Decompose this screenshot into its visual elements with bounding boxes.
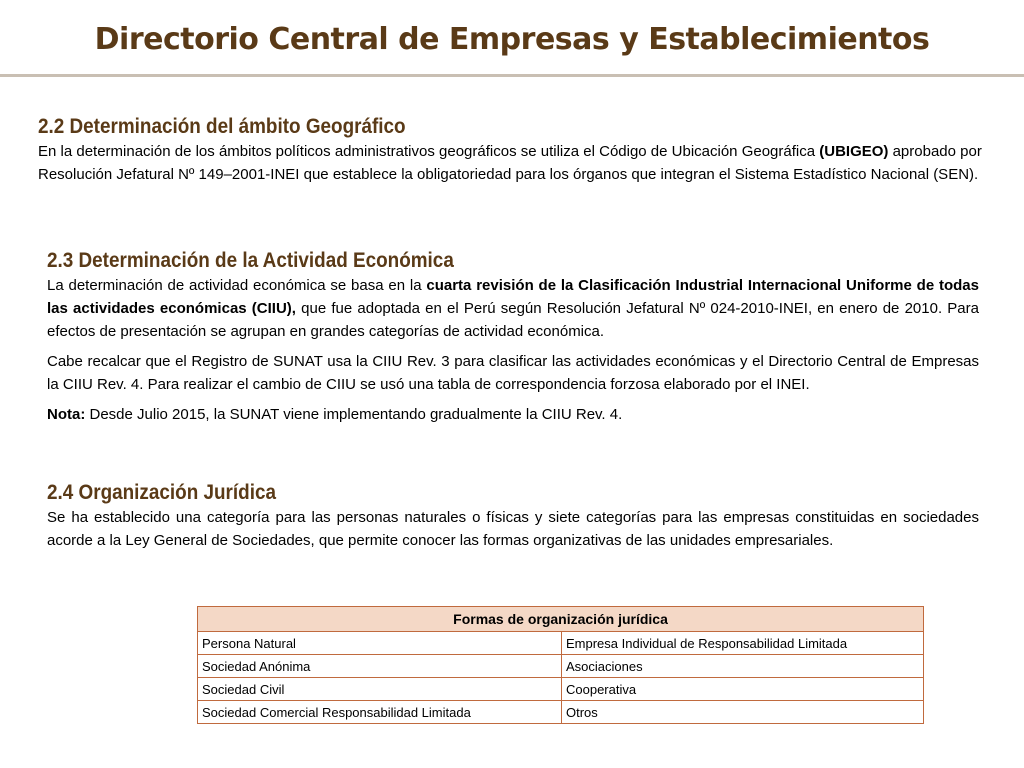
table-row — [198, 655, 924, 678]
section-actividad-economica — [47, 248, 979, 426]
section-paragraph: Se ha establecido una categoría para las personas naturales o físicas y siete categorías para las empresas constituidas en sociedades acorde a la Ley General de Sociedades, que permite conocer las formas organizativas de las unidades empresariales. — [47, 509, 979, 549]
paragraph-text: En la determinación de los ámbitos políticos administrativos geográficos se utiliza el Código de Ubicación Geográfica — [38, 143, 820, 160]
section-ambito-geografico — [38, 114, 988, 186]
table-cell: Cooperativa — [562, 678, 924, 701]
title-divider — [0, 74, 1024, 77]
table-cell: Persona Natural — [198, 632, 562, 655]
paragraph-bold-text: cuarta revisión de la Clasificación Industrial Internacional Uniforme de todas las actividades económicas (CIIU), — [47, 277, 979, 317]
paragraph-text: La determinación de actividad económica se basa en la — [47, 277, 427, 294]
paragraph-bold-text: (UBIGEO) — [819, 143, 889, 160]
table-cell: Empresa Individual de Responsabilidad Limitada — [562, 632, 924, 655]
table-header: Formas de organización jurídica — [198, 607, 924, 632]
note-label: Nota: — [47, 406, 86, 423]
table-cell: Asociaciones — [562, 655, 924, 678]
section-heading: 2.3 Determinación de la Actividad Económica — [47, 249, 454, 272]
table-row — [198, 678, 924, 701]
paragraph-text: que fue adoptada en el Perú según Resolución Jefatural Nº 024-2010-INEI, en enero de 2010. Para efectos de presentación se agrupan en grandes categorías de actividad económica. — [47, 300, 979, 340]
page-title: Directorio Central de Empresas y Establecimientos — [94, 22, 930, 57]
section-heading: 2.2 Determinación del ámbito Geográfico — [38, 115, 406, 138]
table-cell: Sociedad Comercial Responsabilidad Limitada — [198, 701, 562, 724]
section-heading: 2.4 Organización Jurídica — [47, 481, 276, 504]
section-organizacion-juridica — [47, 480, 979, 552]
table-cell: Otros — [562, 701, 924, 724]
table-row — [198, 632, 924, 655]
table-cell: Sociedad Civil — [198, 678, 562, 701]
section-paragraph — [47, 274, 979, 343]
organization-forms-table — [197, 606, 924, 724]
table-row — [198, 701, 924, 724]
note-paragraph — [47, 403, 979, 426]
table-header-row — [198, 607, 924, 632]
table-cell: Sociedad Anónima — [198, 655, 562, 678]
paragraph-text: aprobado por Resolución Jefatural Nº 149–2001-INEI que establece la obligatoriedad para los órganos que integran el Sistema Estadístico Nacional (SEN). — [38, 143, 982, 183]
section-paragraph — [38, 140, 988, 186]
section-paragraph: Cabe recalcar que el Registro de SUNAT usa la CIIU Rev. 3 para clasificar las actividades económicas y el Directorio Central de Empresas la CIIU Rev. 4. Para realizar el cambio de CIIU se usó una tabla de correspondencia forzosa elaborado por el INEI. — [47, 353, 979, 393]
note-text: Desde Julio 2015, la SUNAT viene implementando gradualmente la CIIU Rev. 4. — [85, 406, 623, 423]
